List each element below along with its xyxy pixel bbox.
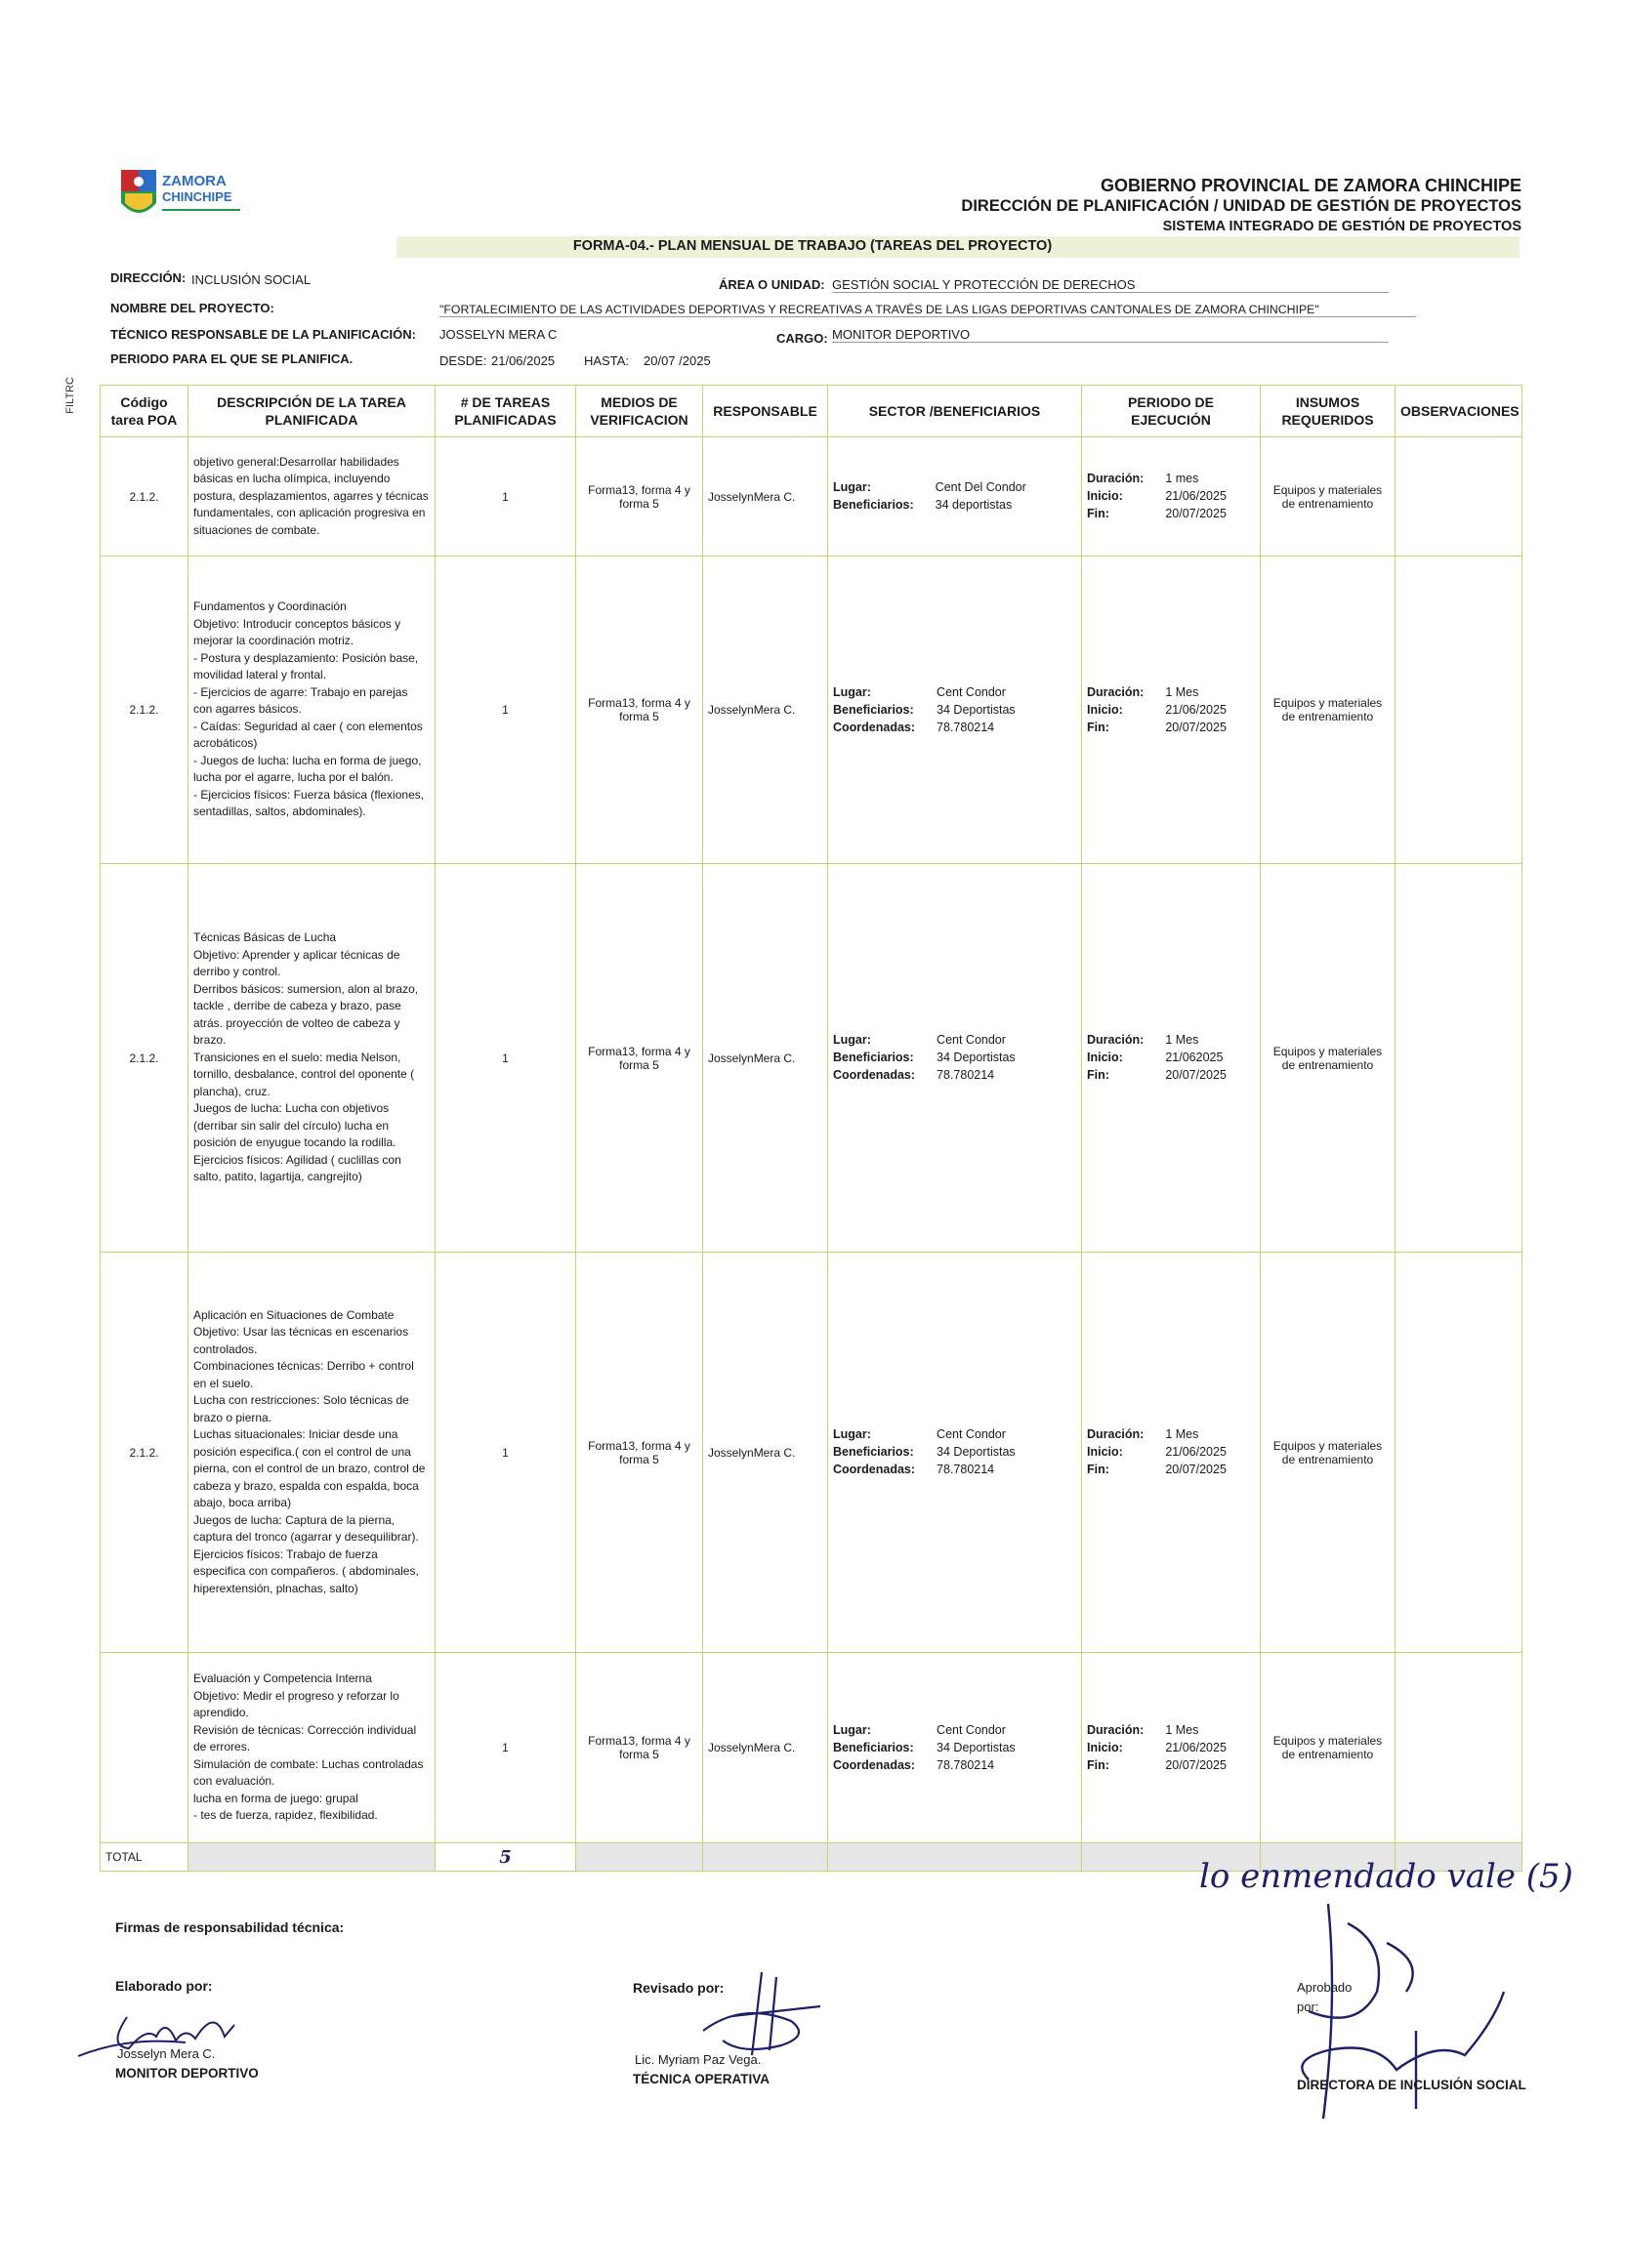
codigo-cell: 2.1.2.	[101, 557, 188, 864]
periodo-cell	[1082, 864, 1261, 1253]
plan-table	[100, 385, 1522, 1872]
inicio-value: 21/06/2025	[1165, 702, 1227, 717]
insumos-cell: Equipos y materiales de entrenamiento	[1261, 1253, 1396, 1653]
direccion-value: INCLUSIÓN SOCIAL	[191, 272, 312, 287]
description-line: Técnicas Básicas de Lucha	[193, 930, 337, 945]
inicio-label: Inicio:	[1087, 1445, 1123, 1459]
codigo-cell: 2.1.2.	[101, 437, 188, 557]
revisado-name: Lic. Myriam Paz Vega.	[635, 2052, 762, 2067]
beneficiarios-value: 34 Deportistas	[937, 702, 1016, 717]
revisado-label: Revisado por:	[633, 1980, 725, 1996]
beneficiarios-value: 34 deportistas	[935, 497, 1013, 512]
beneficiarios-label: Beneficiarios:	[833, 1445, 914, 1459]
observaciones-cell	[1396, 1653, 1522, 1843]
observaciones-cell	[1396, 1253, 1522, 1653]
description-line: Combinaciones técnicas: Derribo + control en el suelo.	[193, 1359, 414, 1390]
col-tareas: # DE TAREAS PLANIFICADAS	[436, 386, 576, 437]
description-line: Fundamentos y Coordinación	[193, 599, 347, 614]
tareas-cell: 1	[436, 864, 576, 1253]
duracion-value: 1 Mes	[1165, 1722, 1199, 1737]
tareas-cell: 1	[436, 557, 576, 864]
periodo-label: PERIODO PARA EL QUE SE PLANIFICA.	[110, 351, 354, 366]
inicio-label: Inicio:	[1087, 702, 1123, 717]
elaborado-name: Josselyn Mera C.	[117, 2046, 216, 2061]
col-observaciones: OBSERVACIONES	[1396, 386, 1522, 437]
hasta-value: 20/07 /2025	[644, 353, 711, 368]
description-line: Ejercicios físicos: Trabajo de fuerza especifica con compañeros. ( abdominales, hiperextensión, plnachas, salto)	[193, 1546, 419, 1595]
lugar-value: Cent Condor	[937, 684, 1006, 699]
description-line: Revisión de técnicas: Corrección individual de errores.	[193, 1722, 417, 1754]
sector-cell	[828, 437, 1082, 557]
sector-cell	[828, 864, 1082, 1253]
fin-label: Fin:	[1087, 507, 1109, 520]
medios-cell: Forma13, forma 4 y forma 5	[576, 557, 703, 864]
table-header-row	[101, 386, 1522, 437]
inicio-value: 21/06/2025	[1165, 489, 1227, 503]
description-line: Evaluación y Competencia Interna	[193, 1671, 372, 1686]
coordenadas-value: 78.780214	[937, 1068, 995, 1082]
coordenadas-label: Coordenadas:	[833, 1068, 916, 1082]
medios-cell: Forma13, forma 4 y forma 5	[576, 437, 703, 557]
org-line-2: DIRECCIÓN DE PLANIFICACIÓN / UNIDAD DE GESTIÓN DE PROYECTOS	[961, 197, 1521, 215]
lugar-value: Cent Condor	[937, 1033, 1006, 1047]
elaborado-role: MONITOR DEPORTIVO	[115, 2066, 259, 2081]
lugar-label: Lugar:	[833, 479, 871, 494]
description-line: objetivo general:Desarrollar habilidades básicas en lucha olímpica, incluyendo postura, desplazamientos, agarres y técnicas fundamentales, con aplicación progresiva en situaciones de combate.	[193, 454, 429, 537]
description-line: Ejercicios físicos: Agilidad ( cuclillas con salto, patito, lagartija, cangrejito)	[193, 1152, 401, 1184]
inicio-value: 21/06/2025	[1165, 1445, 1227, 1459]
inicio-label: Inicio:	[1087, 1740, 1123, 1754]
lugar-label: Lugar:	[833, 1722, 871, 1737]
medios-cell: Forma13, forma 4 y forma 5	[576, 1653, 703, 1843]
inicio-value: 21/062025	[1165, 1051, 1224, 1064]
duracion-value: 1 Mes	[1165, 1033, 1199, 1047]
col-responsable: RESPONSABLE	[703, 386, 828, 437]
lugar-value: Cent Del Condor	[935, 479, 1026, 494]
handwritten-note: lo enmendado vale (5)	[1199, 1857, 1573, 1896]
table-row	[101, 437, 1522, 557]
table-row	[101, 1653, 1522, 1843]
duracion-label: Duración:	[1087, 1427, 1145, 1441]
org-line-3: SISTEMA INTEGRADO DE GESTIÓN DE PROYECTOS	[1162, 219, 1521, 234]
responsable-cell: JosselynMera C.	[703, 1253, 828, 1653]
beneficiarios-label: Beneficiarios:	[833, 1051, 914, 1064]
aprobado-label: Aprobado por:	[1297, 1980, 1353, 2014]
descripcion-cell	[188, 864, 436, 1253]
beneficiarios-value: 34 Deportistas	[937, 1051, 1016, 1064]
cargo-value: MONITOR DEPORTIVO	[832, 327, 1389, 343]
responsable-cell: JosselynMera C.	[703, 864, 828, 1253]
desde-label: DESDE:	[439, 353, 487, 368]
inicio-label: Inicio:	[1087, 1051, 1123, 1064]
description-line: Lucha con restricciones: Solo técnicas de brazo o pierna.	[193, 1393, 409, 1424]
duracion-label: Duración:	[1087, 684, 1145, 699]
description-line: - Caídas: Seguridad al caer ( con elementos acrobáticos)	[193, 719, 423, 751]
medios-cell: Forma13, forma 4 y forma 5	[576, 1253, 703, 1653]
coordenadas-label: Coordenadas:	[833, 720, 916, 734]
insumos-cell: Equipos y materiales de entrenamiento	[1261, 1653, 1396, 1843]
form-title: FORMA-04.- PLAN MENSUAL DE TRABAJO (TAREAS DEL PROYECTO)	[572, 238, 1053, 254]
area-label: ÁREA O UNIDAD:	[719, 277, 825, 292]
tareas-cell: 1	[436, 437, 576, 557]
proyecto-value: "FORTALECIMIENTO DE LAS ACTIVIDADES DEPORTIVAS Y RECREATIVAS A TRAVÉS DE LAS LIGAS DEPORTIVAS CANTONALES DE ZAMORA CHINCHIPE"	[439, 303, 1416, 317]
logo-text-chinchipe: CHINCHIPE	[162, 189, 232, 204]
revisado-signature	[684, 1962, 840, 2060]
codigo-cell: 2.1.2.	[101, 864, 188, 1253]
sector-cell	[828, 1653, 1082, 1843]
description-line: - Ejercicios físicos: Fuerza básica (flexiones, sentadillas, saltos, abdominales).	[193, 787, 425, 819]
zamora-chinchipe-logo	[117, 164, 244, 232]
description-line: Simulación de combate: Luchas controladas con evaluación.	[193, 1756, 424, 1789]
duracion-value: 1 mes	[1165, 472, 1199, 485]
tareas-cell: 1	[436, 1653, 576, 1843]
responsable-cell: JosselynMera C.	[703, 557, 828, 864]
beneficiarios-value: 34 Deportistas	[937, 1445, 1016, 1459]
fin-label: Fin:	[1087, 720, 1109, 734]
organization-header	[961, 176, 1521, 237]
description-line: Aplicación en Situaciones de Combate	[193, 1307, 395, 1322]
table-row	[101, 864, 1522, 1253]
codigo-cell: 2.1.2.	[101, 1253, 188, 1653]
signatures-title: Firmas de responsabilidad técnica:	[115, 1919, 345, 1935]
description-line: Objetivo: Aprender y aplicar técnicas de derribo y control.	[193, 947, 400, 979]
fin-label: Fin:	[1087, 1068, 1109, 1082]
periodo-cell	[1082, 1253, 1261, 1653]
descripcion-cell	[188, 437, 436, 557]
duracion-value: 1 Mes	[1165, 684, 1199, 699]
description-line: lucha en forma de juego: grupal	[193, 1791, 358, 1805]
description-line: - Juegos de lucha: lucha en forma de juego, lucha por el agarre, lucha por el balón.	[193, 753, 422, 785]
hasta-label: HASTA:	[584, 353, 629, 368]
description-line: Transiciones en el suelo: media Nelson, tornillo, desbalance, control del oponente ( plancha), cruz.	[193, 1050, 415, 1098]
fin-label: Fin:	[1087, 1463, 1109, 1476]
col-periodo: PERIODO DE EJECUCIÓN	[1082, 386, 1261, 437]
org-line-1: GOBIERNO PROVINCIAL DE ZAMORA CHINCHIPE	[1100, 176, 1521, 195]
lugar-value: Cent Condor	[937, 1722, 1006, 1737]
fin-value: 20/07/2025	[1165, 720, 1227, 734]
responsable-cell: JosselynMera C.	[703, 437, 828, 557]
description-line: Objetivo: Usar las técnicas en escenarios controlados.	[193, 1325, 409, 1356]
coordenadas-value: 78.780214	[937, 1757, 995, 1772]
observaciones-cell	[1396, 864, 1522, 1253]
description-line: - Postura y desplazamiento: Posición base, movilidad lateral y frontal.	[193, 650, 419, 682]
lugar-label: Lugar:	[833, 1427, 871, 1441]
col-descripcion: DESCRIPCIÓN DE LA TAREA PLANIFICADA	[188, 386, 436, 437]
duracion-label: Duración:	[1087, 1722, 1145, 1737]
observaciones-cell	[1396, 437, 1522, 557]
insumos-cell: Equipos y materiales de entrenamiento	[1261, 557, 1396, 864]
description-line: Derribos básicos: sumersion, alon al brazo, tackle , derribe de cabeza y brazo, pase atrás. proyección de volteo de cabeza y brazo.	[193, 981, 419, 1048]
insumos-cell: Equipos y materiales de entrenamiento	[1261, 437, 1396, 557]
sector-cell	[828, 557, 1082, 864]
duracion-label: Duración:	[1087, 472, 1145, 485]
fin-label: Fin:	[1087, 1757, 1109, 1772]
observaciones-cell	[1396, 557, 1522, 864]
desde-value: 21/06/2025	[491, 353, 556, 368]
descripcion-cell	[188, 1253, 436, 1653]
logo-text-zamora: ZAMORA	[162, 173, 227, 189]
sector-cell	[828, 1253, 1082, 1653]
description-line: Luchas situacionales: Iniciar desde una posición especifica.( con el control de una pierna, con el control de un brazo, control de cabeza y brazo, espalda con espalda, boca abajo, boca arriba)	[193, 1427, 426, 1510]
cargo-label: CARGO:	[776, 331, 828, 346]
fin-value: 20/07/2025	[1165, 1463, 1227, 1476]
coordenadas-label: Coordenadas:	[833, 1757, 916, 1772]
description-line: Juegos de lucha: Captura de la pierna, captura del tronco (agarrar y desequilibrar).	[193, 1512, 419, 1545]
coordenadas-value: 78.780214	[937, 1463, 995, 1476]
elaborado-label: Elaborado por:	[115, 1978, 213, 1994]
area-value: GESTIÓN SOCIAL Y PROTECCIÓN DE DERECHOS	[832, 277, 1389, 293]
aprobado-role: DIRECTORA DE INCLUSIÓN SOCIAL	[1297, 2078, 1526, 2092]
description-line: Juegos de lucha: Lucha con objetivos (derribar sin salir del círculo) lucha en posición de enyugue tocando la rodilla.	[193, 1101, 396, 1150]
total-label: TOTAL	[101, 1843, 188, 1872]
duracion-label: Duración:	[1087, 1033, 1145, 1047]
direccion-label: DIRECCIÓN:	[110, 270, 187, 285]
total-value: 5	[436, 1843, 576, 1872]
tareas-cell: 1	[436, 1253, 576, 1653]
inicio-label: Inicio:	[1087, 489, 1123, 503]
revisado-role: TÉCNICA OPERATIVA	[633, 2072, 771, 2086]
descripcion-cell	[188, 1653, 436, 1843]
fin-value: 20/07/2025	[1165, 507, 1227, 520]
lugar-label: Lugar:	[833, 1033, 871, 1047]
codigo-cell	[101, 1653, 188, 1843]
col-sector: SECTOR /BENEFICIARIOS	[828, 386, 1082, 437]
side-stamp: FILTRC	[64, 377, 76, 414]
coordenadas-label: Coordenadas:	[833, 1463, 916, 1476]
tecnico-value: JOSSELYN MERA C	[439, 327, 558, 342]
fin-value: 20/07/2025	[1165, 1757, 1227, 1772]
insumos-cell: Equipos y materiales de entrenamiento	[1261, 864, 1396, 1253]
lugar-label: Lugar:	[833, 684, 871, 699]
beneficiarios-label: Beneficiarios:	[833, 702, 914, 717]
periodo-cell	[1082, 1653, 1261, 1843]
col-insumos: INSUMOS REQUERIDOS	[1261, 386, 1396, 437]
duracion-value: 1 Mes	[1165, 1427, 1199, 1441]
col-medios: MEDIOS DE VERIFICACION	[576, 386, 703, 437]
description-line: - Ejercicios de agarre: Trabajo en parejas con agarres básicos.	[193, 684, 408, 717]
periodo-cell	[1082, 437, 1261, 557]
descripcion-cell	[188, 557, 436, 864]
inicio-value: 21/06/2025	[1165, 1740, 1227, 1754]
medios-cell: Forma13, forma 4 y forma 5	[576, 864, 703, 1253]
table-row	[101, 557, 1522, 864]
responsable-cell: JosselynMera C.	[703, 1653, 828, 1843]
beneficiarios-value: 34 Deportistas	[937, 1740, 1016, 1754]
lugar-value: Cent Condor	[937, 1427, 1006, 1441]
fin-value: 20/07/2025	[1165, 1068, 1227, 1082]
periodo-cell	[1082, 557, 1261, 864]
tecnico-label: TÉCNICO RESPONSABLE DE LA PLANIFICACIÓN:	[110, 327, 416, 342]
beneficiarios-label: Beneficiarios:	[833, 497, 914, 512]
coordenadas-value: 78.780214	[937, 720, 995, 734]
description-line: Objetivo: Medir el progreso y reforzar lo aprendido.	[193, 1688, 399, 1720]
description-line: Objetivo: Introducir conceptos básicos y mejorar la coordinación motriz.	[193, 616, 401, 648]
table-row	[101, 1253, 1522, 1653]
beneficiarios-label: Beneficiarios:	[833, 1740, 914, 1754]
col-codigo: Código tarea POA	[101, 386, 188, 437]
proyecto-label: NOMBRE DEL PROYECTO:	[110, 301, 274, 315]
description-line: - tes de fuerza, rapidez, flexibilidad.	[193, 1808, 378, 1823]
